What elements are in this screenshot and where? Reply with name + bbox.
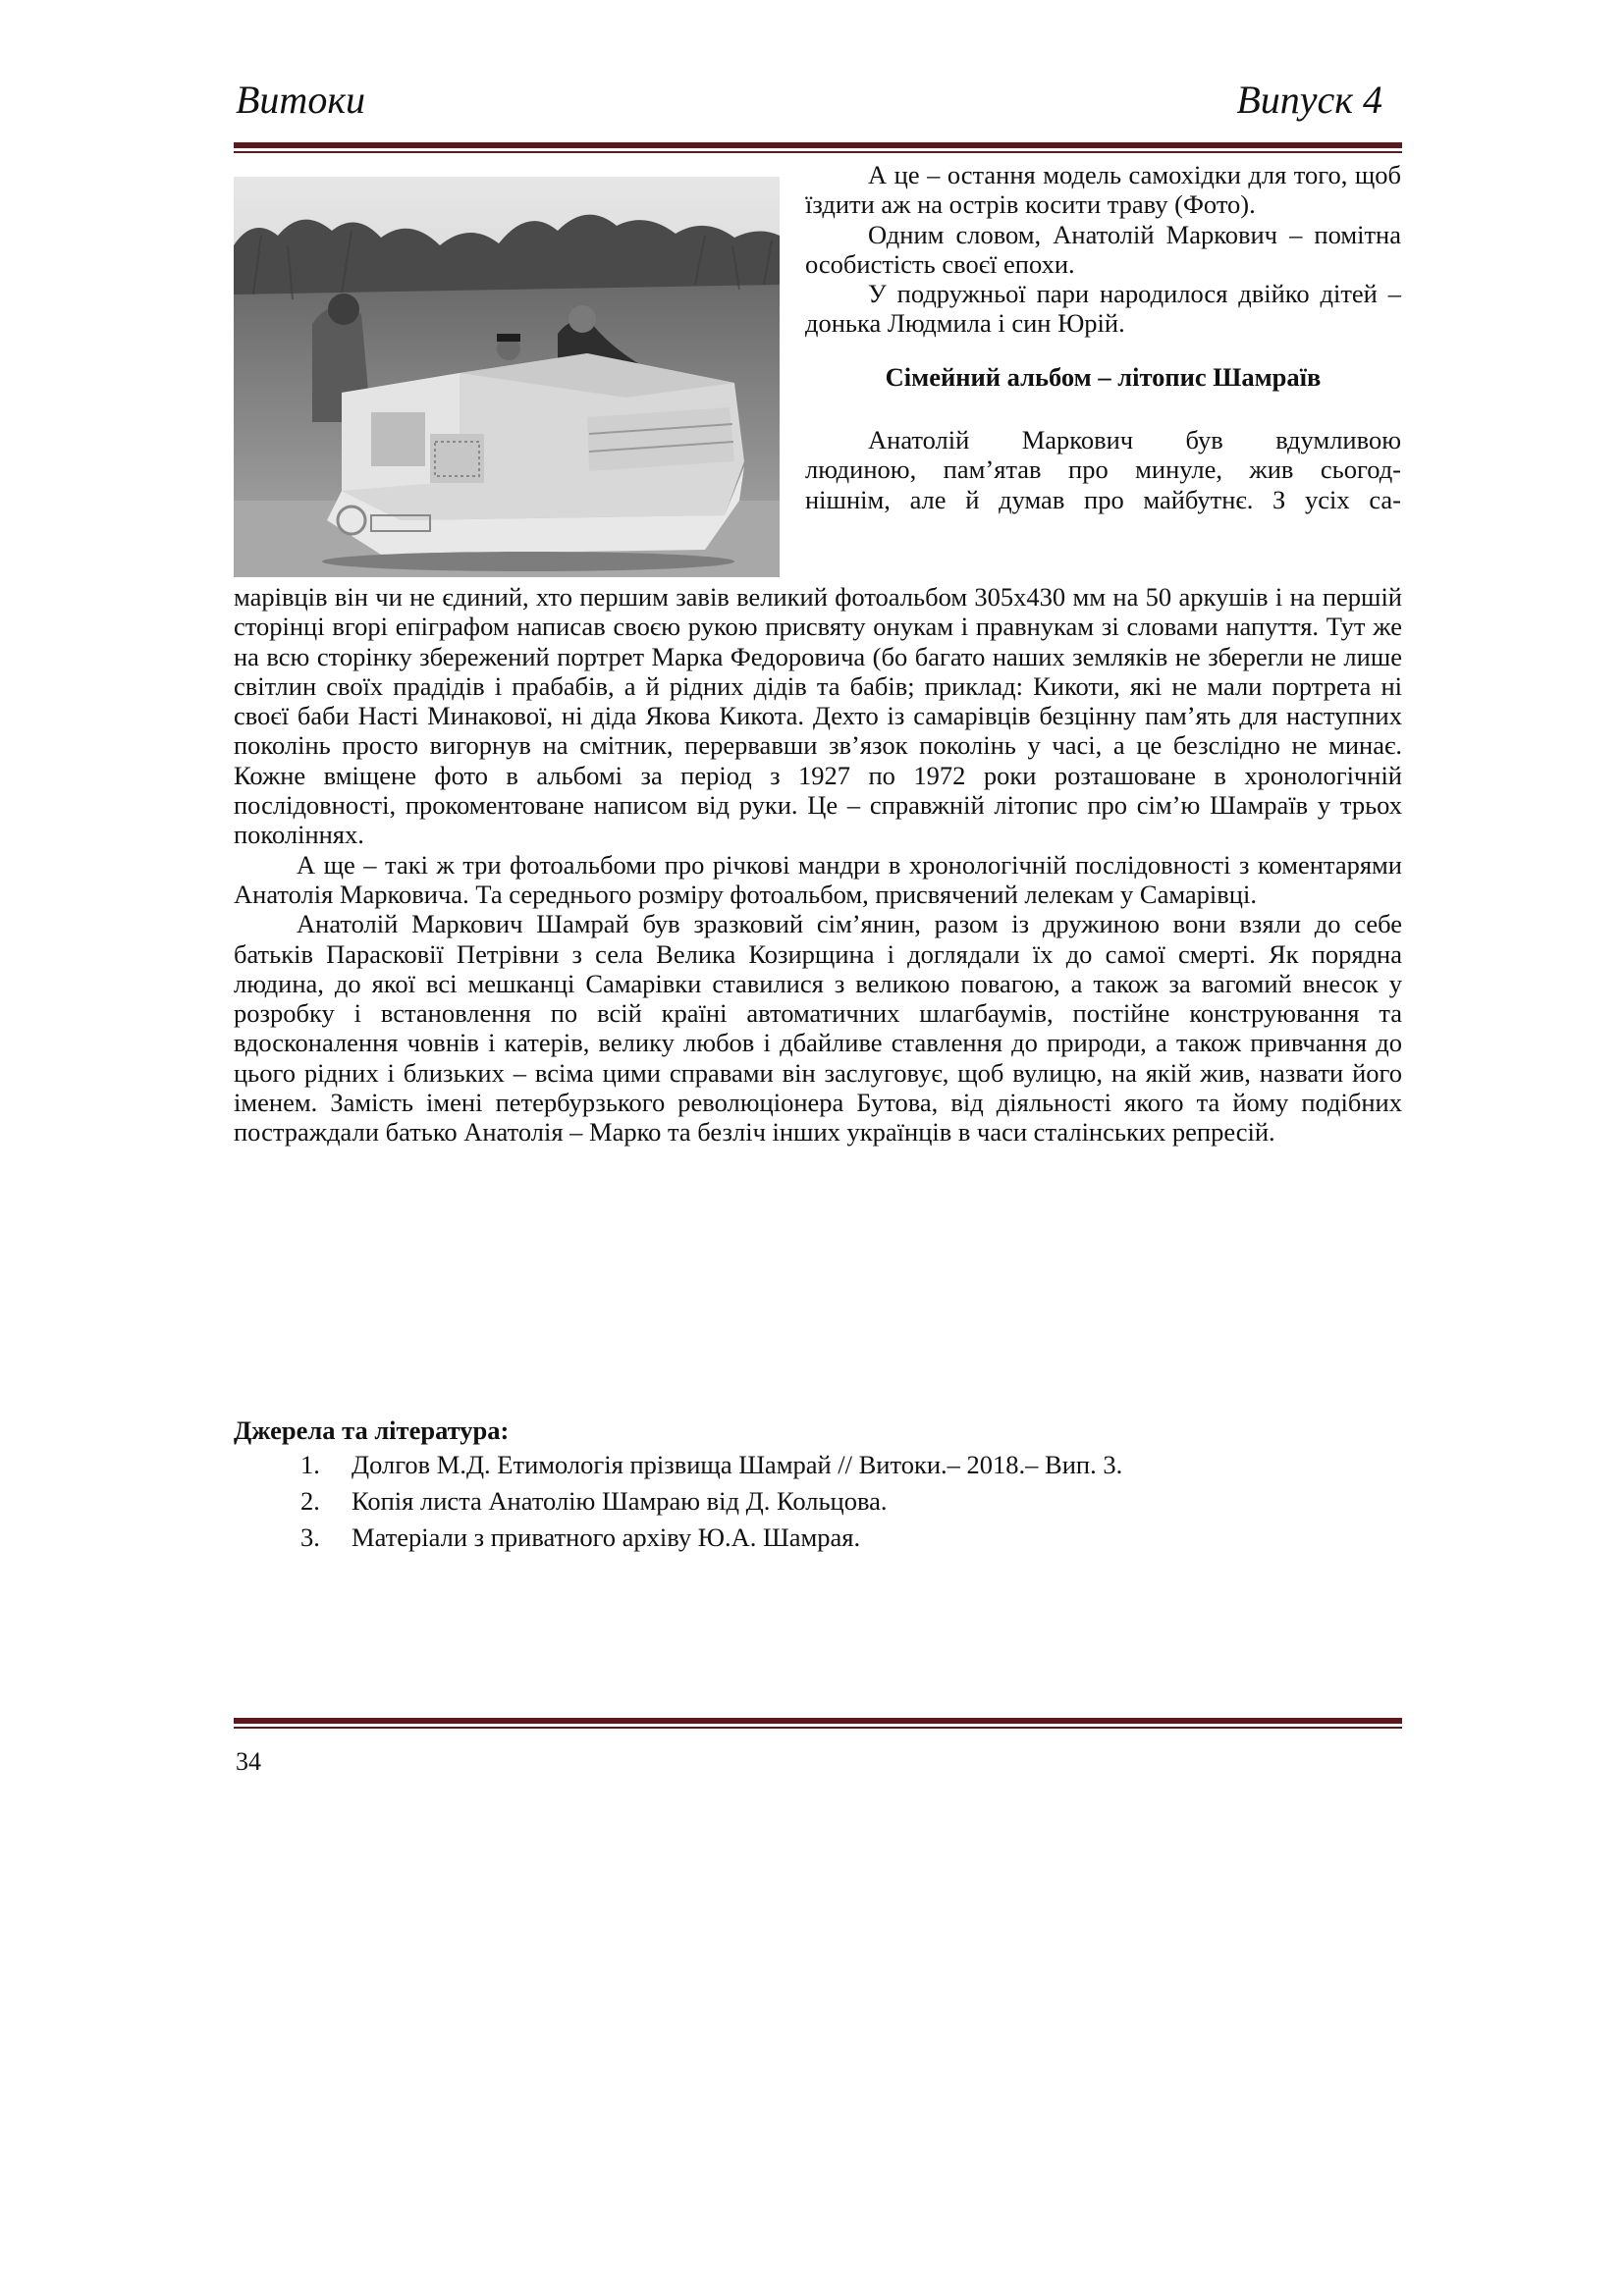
header-issue-number: Випуск 4	[1236, 78, 1382, 122]
reference-number: 1.	[300, 1450, 320, 1479]
paragraph: Одним словом, Анатолій Маркович – помітна особистість своєї епохи.	[805, 219, 1401, 279]
header-journal-title: Витоки	[236, 78, 366, 122]
body-text	[234, 582, 1402, 1148]
paragraph: Анатолій Маркович Шамрай був зразковий сім’янин, разом із дружиною вони взяли до себе батьків Парасковії Петрівни з села Велика Козирщина і доглядали їх до самої смерті. Як порядна людина, до якої всі мешканці Самарівки ставилися з великою повагою, а також за вагомий внесок у розробку і встановлення по всій країні автоматичних шлагбаумів, постійне конструювання та вдосконалення човнів і катерів, велику любов і дбайливе ставлення до природи, а також привчання до цього рідних і близьких – всіма цими справами він заслуговує, щоб вулицю, на якій жив, назвати його іменем. Замість імені петербурзького революціонера Бутова, від діяльності якого та йому подібних постраждали батько Анатолія – Марко та безліч інших українців в часи сталінських репресій.	[234, 909, 1402, 1148]
references-title: Джерела та література:	[234, 1415, 510, 1445]
reference-item	[300, 1447, 1122, 1483]
paragraph: У подружньої пари народилося двійко дітей – донька Людмила і син Юрій.	[805, 279, 1401, 339]
reference-number: 2.	[300, 1486, 320, 1516]
wrap-line: Анатолій Маркович був вдумливою	[868, 425, 1401, 455]
section-heading: Сімейний альбом – літопис Шамраїв	[885, 361, 1322, 392]
footer-rule	[234, 1718, 1402, 1729]
photo-self-propelled-vehicle	[234, 177, 780, 577]
references-list	[300, 1447, 1122, 1556]
right-column-text	[805, 160, 1401, 514]
paragraph: марівців він чи не єдиний, хто першим завів великий фотоальбом 305х430 мм на 50 аркушів і на першій сторінці вгорі епіграфом написав своєю рукою присвяту онукам і правнукам зі словами напуття. Тут же на всю сторінку збережений портрет Марка Федоровича (бо багато наших земляків не зберегли не лише світлин своїх прадідів і прабабів, а й рідних дідів та бабів; приклад: Кикоти, які не мали портрета ні своєї баби Насті Минакової, ні діда Якова Кикота. Дехто із самарівців безцінну пам’ять для наступних поколінь просто вигорнув на смітник, перервавши зв’язок поколінь у часі, а це безслідно не минає. Кожне вміщене фото в альбомі за період з 1927 по 1972 роки розташоване в хронологічній послідовності, прокоментоване написом від руки. Це – справжній літопис про сім’ю Шамраїв у трьох поколіннях.	[234, 582, 1402, 850]
reference-number: 3.	[300, 1522, 320, 1552]
header-rule	[234, 142, 1402, 153]
reference-text: Долгов М.Д. Етимологія прізвища Шамрай // Витоки.– 2018.– Вип. 3.	[352, 1450, 1123, 1479]
reference-item	[300, 1483, 1122, 1520]
paragraph: А це – остання модель самохідки для того, щоб їздити аж на острів косити траву (Фото).	[805, 160, 1401, 220]
wrap-line: людиною, пам’ятав про минуле, жив сьогод-	[805, 454, 1401, 485]
wrap-line: нішнім, але й думав про майбутнє. З усіх са-	[805, 484, 1401, 514]
paragraph: А ще – такі ж три фотоальбоми про річкові мандри в хронологічній послідовності з коментарями Анатолія Марковича. Та середнього розміру фотоальбом, присвячений лелекам у Самарівці.	[234, 849, 1402, 909]
reference-text: Матеріали з приватного архіву Ю.А. Шамрая.	[352, 1522, 861, 1552]
page-number: 34	[236, 1747, 261, 1776]
reference-text: Копія листа Анатолію Шамраю від Д. Кольцова.	[352, 1486, 888, 1516]
reference-item	[300, 1520, 1122, 1556]
